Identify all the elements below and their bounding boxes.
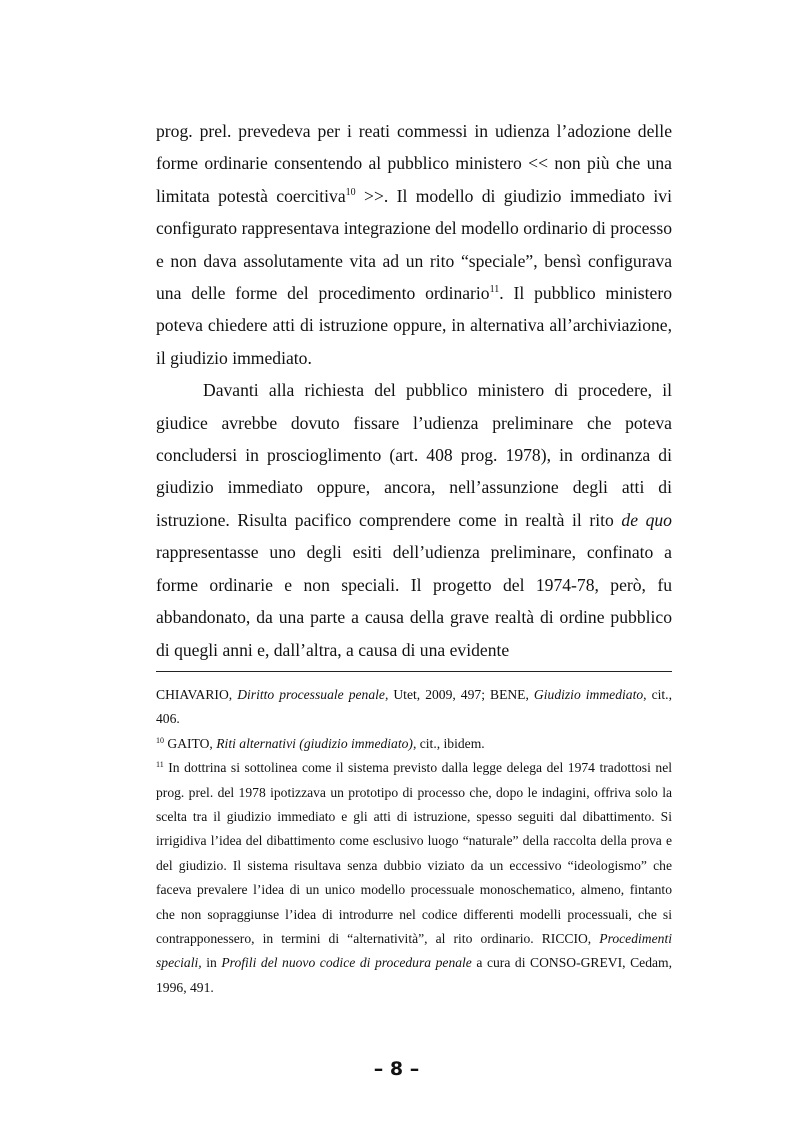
page-number: – 8 – [373, 1058, 420, 1080]
paragraph: prog. prel. prevedeva per i reati commessi in udienza l’adozione delle forme ordinarie consentendo al pubblico ministero << non più che una limitata potestà coercitiva$^{10}$ >>. Il modello di giudizio immediato ivi configurato rappresentava integrazione del modello ordinario di processo e non dava assolutamente vita ad un rito “speciale”, bensì configurava una delle forme del procedimento ordinario$^{11}$. Il pubblico ministero poteva chiedere atti di istruzione oppure, in alternativa all’archiviazione, il giudizio immediato. [156, 121, 672, 368]
body-text [156, 115, 672, 666]
footnote-10: $^{10}$ GAITO, Riti alternativi (giudizio immediato), cit., ibidem. [156, 735, 485, 751]
paragraph: Davanti alla richiesta del pubblico ministero di procedere, il giudice avrebbe dovuto fissare l’udienza preliminare che poteva concludersi in proscioglimento (art. 408 prog. 1978), in ordinanza di giudizio immediato oppure, ancora, nell’assunzione degli atti di istruzione. Risulta pacifico comprendere come in realtà il rito de quo rappresentasse uno degli esiti dell’udienza preliminare, confinato a forme ordinarie e non speciali. Il progetto del 1974-78, però, fu abbandonato, da una parte a causa della grave realtà di ordine pubblico di quegli anni e, dall’altra, a causa di una evidente [156, 380, 672, 660]
footnote-ref[interactable]: 10 [345, 186, 356, 198]
footnotes [156, 683, 672, 1000]
footnote-separator [156, 671, 672, 672]
footnote-ref[interactable]: 11 [489, 284, 500, 296]
footnote-11: $^{11}$ In dottrina si sottolinea come il sistema previsto dalla legge delega del 1974 tradottosi nel prog. prel. del 1978 ipotizzava un prototipo di processo che, dopo le indagini, offriva solo la scelta tra il giudizio immediato e gli atti di istruzione, spesso seguiti dal dibattimento. Si irrigidiva l’idea del dibattimento come esclusivo luogo “naturale” della raccolta della prova e del giudizio. Il sistema risultava senza dubbio viziato da un eccessivo “ideologismo” che faceva prevalere l’idea di un unico modello processuale monoschematico, almeno, fintanto che non sopraggiunse l’idea di introdurre nel codice differenti modelli processuali, che si contrapponessero, in termini di “alternatività”, al rito ordinario. RICCIO, Procedimenti speciali, in Profili del nuovo codice di procedura penale a cura di CONSO-GREVI, Cedam, 1996, 491. [156, 760, 672, 995]
footnote-continuation: CHIAVARIO, Diritto processuale penale, Utet, 2009, 497; BENE, Giudizio immediato, cit., 406. [156, 687, 672, 727]
